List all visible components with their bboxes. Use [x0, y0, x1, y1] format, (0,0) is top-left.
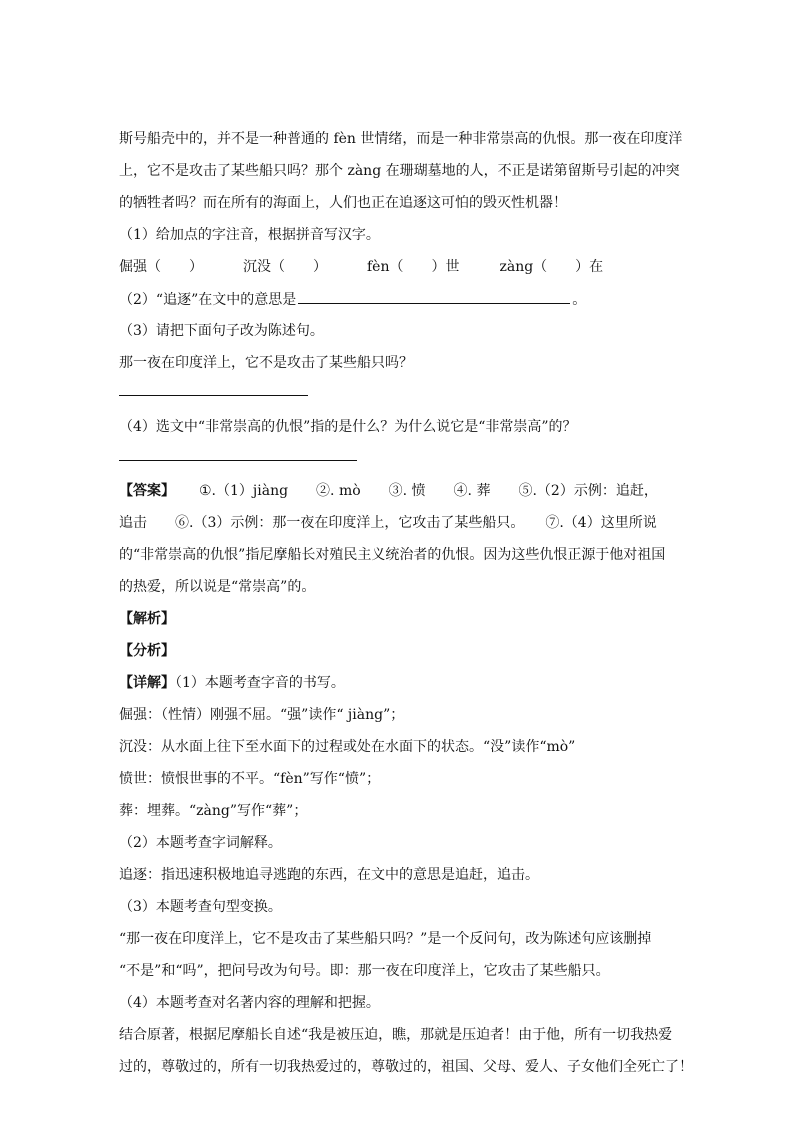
question-3-sentence: 那一夜在印度洋上，它不是攻击了某些船只吗？ — [119, 355, 413, 371]
answer-text-2: 追击 ⑥.（3）示例：那一夜在印度洋上，它攻击了某些船只。 ⑦.（4）这里所说 — [119, 515, 657, 531]
question-2 — [119, 289, 586, 310]
passage-line-3: 的牺牲者吗？而在所有的海面上，人们也正在追逐这可怕的毁灭性机器！ — [119, 195, 567, 211]
answer-line-1 — [119, 481, 658, 501]
analysis-line-9: “不是”和“吗”，把问号改为句号。即：那一夜在印度洋上，它攻击了某些船只。 — [119, 963, 610, 979]
analysis-label — [119, 609, 175, 629]
answer-blank-2 — [298, 289, 570, 304]
question-3: （3）请把下面句子改为陈述句。 — [119, 323, 324, 339]
question-1: （1）给加点的字注音，根据拼音写汉字。 — [119, 227, 380, 243]
analysis-line-3: 愤世：愤恨世事的不平。“fèn”写作“愤”； — [119, 771, 381, 787]
passage-line-2: 上，它不是攻击了某些船只吗？那个 zàng 在珊瑚墓地的人，不正是诺第留斯号引起的冲突 — [119, 163, 680, 179]
fenxi-label: 【分析】 — [119, 643, 175, 659]
q1-item-2: 沉没（ ） — [243, 259, 327, 275]
jiexi-label: 【解析】 — [119, 611, 175, 627]
answer-line-3 — [119, 395, 308, 396]
fenxi-label-line — [119, 641, 175, 661]
analysis-line-5: （2）本题考查字词解释。 — [119, 835, 282, 851]
q1-item-4: zàng（ ）在 — [499, 259, 604, 275]
answer-line-4 — [119, 460, 357, 461]
analysis-line-1: 倔强：（性情）刚强不屈。“强”读作“ jiàng”； — [119, 707, 405, 723]
analysis-line-10: （4）本题考查对名著内容的理解和把握。 — [119, 995, 380, 1011]
analysis-line-6: 追逐：指迅速积极地追寻逃跑的东西，在文中的意思是追赶，追击。 — [119, 867, 539, 883]
analysis-line-8: “那一夜在印度洋上，它不是攻击了某些船只吗？”是一个反问句，改为陈述句应该删掉 — [119, 931, 652, 947]
answer-text-4: 的热爱，所以说是“常崇高”的。 — [119, 579, 316, 595]
question-1-items — [119, 257, 603, 277]
answer-text-1: ①.（1）jiàng ②. mò ③. 愤 ④. 葬 ⑤.（2）示例：追赶， — [199, 483, 658, 499]
analysis-line-7: （3）本题考查句型变换。 — [119, 899, 282, 915]
detail-line — [119, 673, 345, 693]
question-4: （4）选文中“非常崇高的仇恨”指的是什么？为什么说它是“非常崇高”的？ — [119, 419, 577, 435]
analysis-line-4: 葬：埋葬。“zàng”写作“葬”； — [119, 803, 308, 819]
q1-item-3: fèn（ ）世 — [367, 259, 460, 275]
analysis-line-11: 结合原著，根据尼摩船长自述“我是被压迫，瞧，那就是压迫者！由于他，所有一切我热爱 — [119, 1027, 673, 1043]
question-2-text: （2）“追逐”在文中的意思是 — [119, 292, 297, 308]
q1-item-1: 倔强（ ） — [119, 259, 203, 275]
detail-label: 【详解】 — [119, 675, 175, 691]
detail-q1: （1）本题考查字音的书写。 — [175, 675, 345, 691]
question-2-suffix: 。 — [572, 292, 587, 308]
answer-text-3: 的“非常崇高的仇恨”指尼摩船长对殖民主义统治者的仇恨。因为这些仇恨正源于他对祖国 — [119, 547, 666, 563]
answer-label: 【答案】 — [119, 483, 175, 499]
passage-line-1: 斯号船壳中的，并不是一种普通的 fèn 世情绪，而是一种非常崇高的仇恨。那一夜在印度洋 — [119, 131, 683, 147]
analysis-line-2: 沉没：从水面上往下至水面下的过程或处在水面下的状态。“没”读作“mò” — [119, 739, 576, 755]
analysis-line-12: 过的，尊敬过的，所有一切我热爱过的，尊敬过的，祖国、父母、爱人、子女他们全死亡了！ — [119, 1059, 693, 1075]
